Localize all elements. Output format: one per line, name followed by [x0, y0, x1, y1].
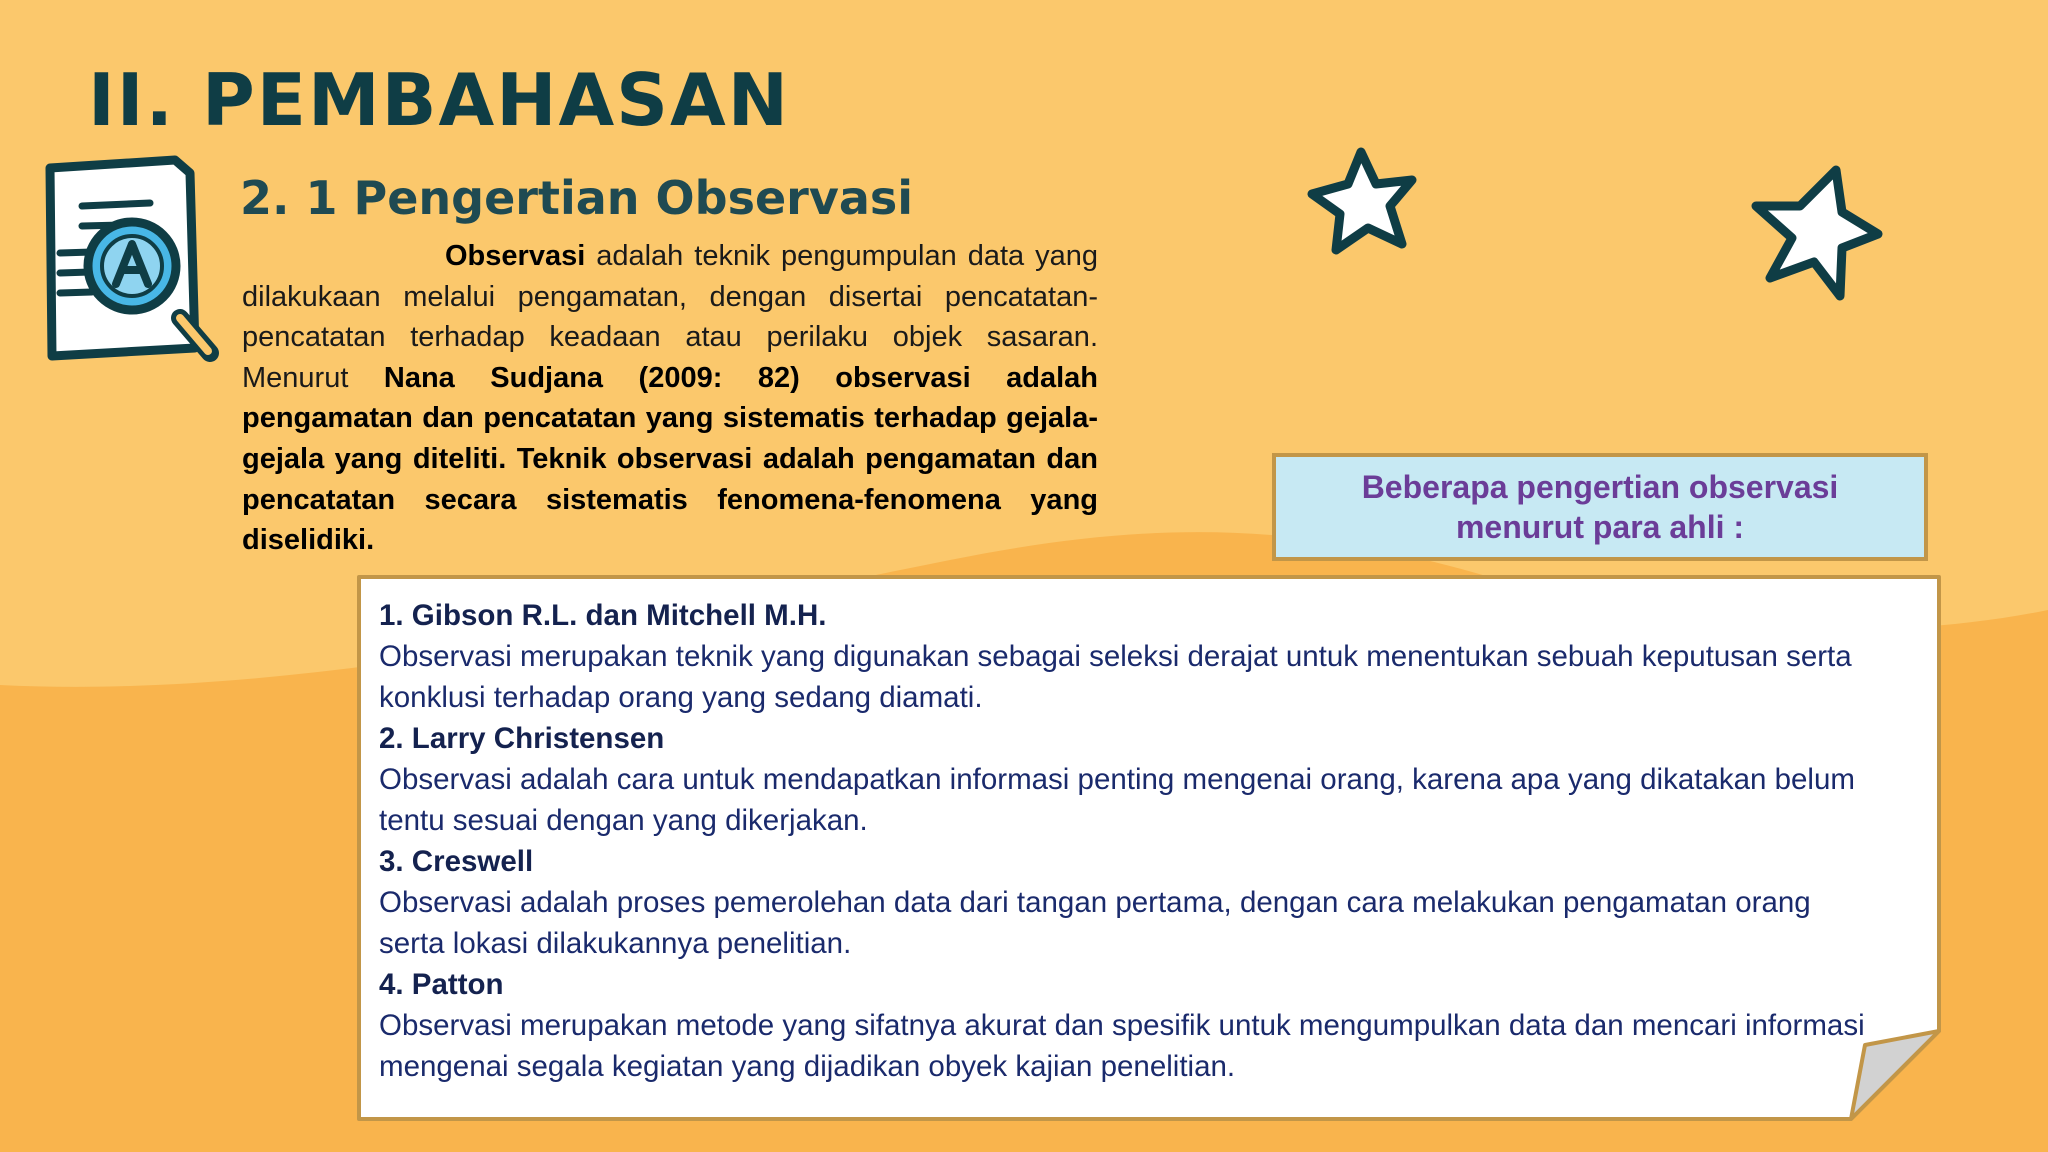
intro-paragraph [242, 236, 1098, 561]
intro-quote: Nana Sudjana (2009: 82) observasi adalah pengamatan dan pencatatan yang sistematis terhadap gejala-gejala yang diteliti. Teknik observasi adalah pengamatan dan pencatatan secara sistematis fenomena-fenomena yang diselidiki. [242, 361, 1098, 557]
expert-definition: Observasi adalah proses pemerolehan data dari tangan pertama, dengan cara melakukan pengamatan orang serta lokasi dilakukannya penelitian. [379, 886, 1811, 960]
expert-name: 2. Larry Christensen [379, 722, 665, 755]
expert-definition: Observasi merupakan metode yang sifatnya akurat dan spesifik untuk mengumpulkan data dan mencari informasi mengenai segala kegiatan yang dijadikan obyek kajian penelitian. [379, 1009, 1865, 1083]
section-heading: II. PEMBAHASAN [88, 58, 791, 142]
expert-definition: Observasi adalah cara untuk mendapatkan informasi penting mengenai orang, karena apa yang dikatakan belum tentu sesuai dengan yang dikerjakan. [379, 763, 1855, 837]
intro-lead-term: Observasi [445, 240, 586, 272]
expert-name: 4. Patton [379, 968, 504, 1001]
expert-name: 1. Gibson R.L. dan Mitchell M.H. [379, 599, 827, 632]
star-icon [1748, 162, 1886, 306]
intro-text: adalah teknik pengumpulan data yang dilakukaan melalui pengamatan, dengan disertai pencatatan-pencatatan terhadap keadaan atau perilaku objek sasaran. Menurut [242, 240, 1098, 394]
subsection-title: 2. 1 Pengertian Observasi [240, 171, 914, 225]
experts-definitions-card [357, 575, 1941, 1123]
expert-item [379, 841, 1879, 964]
document-search-icon [30, 148, 230, 378]
star-icon [1306, 144, 1422, 256]
experts-list [379, 595, 1879, 1087]
experts-callout-box: Beberapa pengertian observasi menurut para ahli : [1272, 453, 1928, 561]
expert-item [379, 964, 1879, 1087]
expert-definition: Observasi merupakan teknik yang digunakan sebagai seleksi derajat untuk menentukan sebuah keputusan serta konklusi terhadap orang yang sedang diamati. [379, 640, 1852, 714]
expert-item [379, 595, 1879, 718]
expert-item [379, 718, 1879, 841]
expert-name: 3. Creswell [379, 845, 534, 878]
